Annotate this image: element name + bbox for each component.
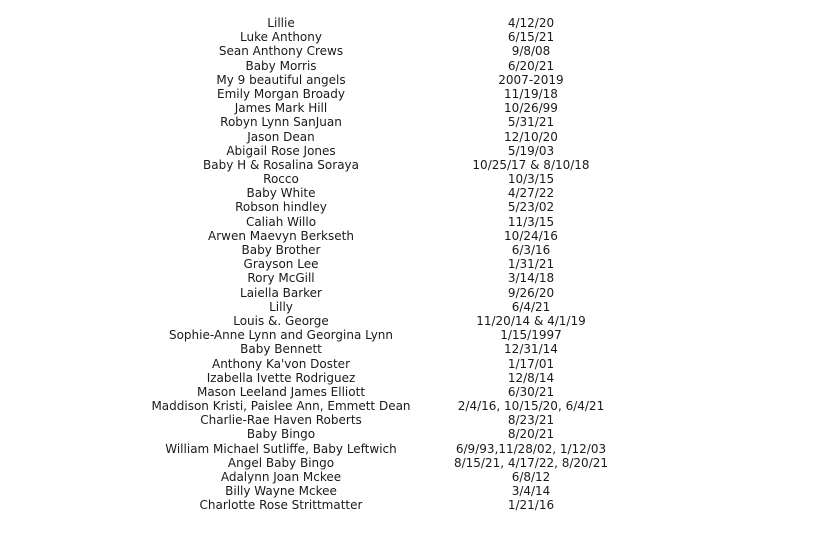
entry-date: 5/31/21 bbox=[507, 115, 555, 130]
list-item bbox=[0, 87, 823, 101]
entry-name: Baby Brother bbox=[241, 243, 321, 257]
entry-name: Sean Anthony Crews bbox=[218, 44, 344, 59]
entry-date: 6/4/21 bbox=[511, 299, 551, 314]
entry-name: Robson hindley bbox=[235, 200, 327, 215]
list-item bbox=[0, 484, 823, 498]
list-item bbox=[0, 172, 823, 186]
list-item bbox=[0, 357, 823, 371]
list-item bbox=[0, 286, 823, 300]
entry-name: Caliah Willo bbox=[245, 214, 317, 229]
entry-name: Izabella Ivette Rodriguez bbox=[206, 370, 356, 385]
list-item bbox=[0, 215, 823, 229]
entry-date: 6/3/16 bbox=[511, 243, 551, 257]
list-item bbox=[0, 371, 823, 385]
entry-date: 5/19/03 bbox=[507, 143, 555, 158]
entry-name: Charlotte Rose Strittmatter bbox=[199, 498, 363, 513]
list-item bbox=[0, 328, 823, 342]
list-item bbox=[0, 314, 823, 328]
list-item bbox=[0, 186, 823, 200]
entry-name: Luke Anthony bbox=[240, 30, 322, 45]
entry-date: 2/4/16, 10/15/20, 6/4/21 bbox=[457, 399, 605, 414]
entry-date: 4/27/22 bbox=[507, 186, 555, 201]
entry-date: 6/15/21 bbox=[507, 30, 555, 45]
entry-name: Angel Baby Bingo bbox=[227, 455, 335, 470]
entry-date: 12/31/14 bbox=[504, 342, 558, 357]
entry-name: William Michael Sutliffe, Baby Leftwich bbox=[165, 441, 397, 456]
entry-name: Arwen Maevyn Berkseth bbox=[208, 228, 354, 243]
entry-name: Baby Bingo bbox=[246, 427, 316, 442]
entry-date: 3/4/14 bbox=[511, 484, 551, 499]
list-item bbox=[0, 413, 823, 427]
entry-name: Charlie-Rae Haven Roberts bbox=[200, 413, 362, 428]
entry-name: Louis &. George bbox=[233, 313, 329, 328]
entry-name: Sophie-Anne Lynn and Georgina Lynn bbox=[168, 328, 394, 343]
entry-date: 1/17/01 bbox=[507, 356, 555, 371]
entry-name: James Mark Hill bbox=[234, 101, 328, 116]
entry-date: 10/3/15 bbox=[507, 172, 555, 187]
entry-name: Emily Morgan Broady bbox=[217, 86, 345, 101]
entry-name: Adalynn Joan Mckee bbox=[220, 470, 342, 484]
entry-name: My 9 beautiful angels bbox=[216, 72, 346, 87]
entry-date: 6/20/21 bbox=[507, 58, 555, 73]
entry-date: 1/31/21 bbox=[507, 257, 555, 272]
list-item bbox=[0, 73, 823, 87]
entry-name: Baby H & Rosalina Soraya bbox=[202, 157, 360, 172]
entry-date: 6/30/21 bbox=[507, 384, 555, 399]
entry-date: 4/12/20 bbox=[507, 16, 555, 30]
entry-name: Rocco bbox=[263, 172, 299, 187]
entry-date: 10/26/99 bbox=[504, 101, 558, 116]
list-item bbox=[0, 16, 823, 30]
entry-name: Lilly bbox=[269, 299, 293, 314]
entry-name: Billy Wayne Mckee bbox=[225, 484, 337, 499]
memorial-list bbox=[0, 16, 823, 513]
list-item bbox=[0, 427, 823, 441]
entry-date: 8/23/21 bbox=[507, 413, 555, 428]
entry-date: 10/25/17 & 8/10/18 bbox=[472, 157, 590, 172]
entry-name: Grayson Lee bbox=[243, 257, 319, 272]
entry-name: Mason Leeland James Elliott bbox=[196, 384, 366, 399]
list-item bbox=[0, 257, 823, 271]
entry-name: Laiella Barker bbox=[240, 285, 322, 300]
list-item bbox=[0, 271, 823, 285]
list-item bbox=[0, 456, 823, 470]
entry-date: 9/26/20 bbox=[507, 285, 555, 300]
list-item bbox=[0, 442, 823, 456]
entry-date: 11/19/18 bbox=[504, 86, 558, 101]
entry-date: 6/8/12 bbox=[511, 470, 551, 484]
entry-name: Robyn Lynn SanJuan bbox=[220, 115, 342, 130]
entry-name: Lillie bbox=[267, 16, 295, 30]
entry-date: 1/15/1997 bbox=[500, 328, 562, 343]
entry-date: 6/9/93,11/28/02, 1/12/03 bbox=[455, 441, 607, 456]
list-item bbox=[0, 158, 823, 172]
list-item bbox=[0, 30, 823, 44]
list-item bbox=[0, 385, 823, 399]
entry-name: Jason Dean bbox=[247, 129, 315, 144]
list-item bbox=[0, 300, 823, 314]
entry-date: 12/10/20 bbox=[504, 129, 558, 144]
entry-date: 5/23/02 bbox=[507, 200, 555, 215]
list-item bbox=[0, 59, 823, 73]
entry-date: 12/8/14 bbox=[507, 370, 555, 385]
list-item bbox=[0, 200, 823, 214]
entry-name: Rory McGill bbox=[247, 271, 315, 286]
entry-date: 8/15/21, 4/17/22, 8/20/21 bbox=[453, 455, 609, 470]
entry-name: Baby Bennett bbox=[240, 342, 322, 357]
entry-name: Baby Morris bbox=[245, 58, 317, 73]
entry-name: Maddison Kristi, Paislee Ann, Emmett Dean bbox=[151, 399, 411, 414]
list-item bbox=[0, 115, 823, 129]
list-item bbox=[0, 229, 823, 243]
entry-date: 9/8/08 bbox=[511, 44, 551, 59]
list-item bbox=[0, 101, 823, 115]
entry-date: 10/24/16 bbox=[504, 228, 558, 243]
entry-date: 1/21/16 bbox=[507, 498, 555, 513]
entry-date: 2007-2019 bbox=[498, 72, 564, 87]
entry-date: 11/20/14 & 4/1/19 bbox=[476, 313, 586, 328]
entry-date: 8/20/21 bbox=[507, 427, 555, 442]
list-item bbox=[0, 342, 823, 356]
entry-date: 11/3/15 bbox=[507, 214, 555, 229]
list-item bbox=[0, 470, 823, 484]
list-item bbox=[0, 44, 823, 58]
list-item bbox=[0, 130, 823, 144]
list-item bbox=[0, 144, 823, 158]
list-item bbox=[0, 498, 823, 512]
entry-name: Anthony Ka'von Doster bbox=[211, 356, 351, 371]
list-item bbox=[0, 243, 823, 257]
entry-name: Baby White bbox=[246, 186, 316, 201]
entry-date: 3/14/18 bbox=[507, 271, 555, 286]
entry-name: Abigail Rose Jones bbox=[226, 143, 336, 158]
list-item bbox=[0, 399, 823, 413]
